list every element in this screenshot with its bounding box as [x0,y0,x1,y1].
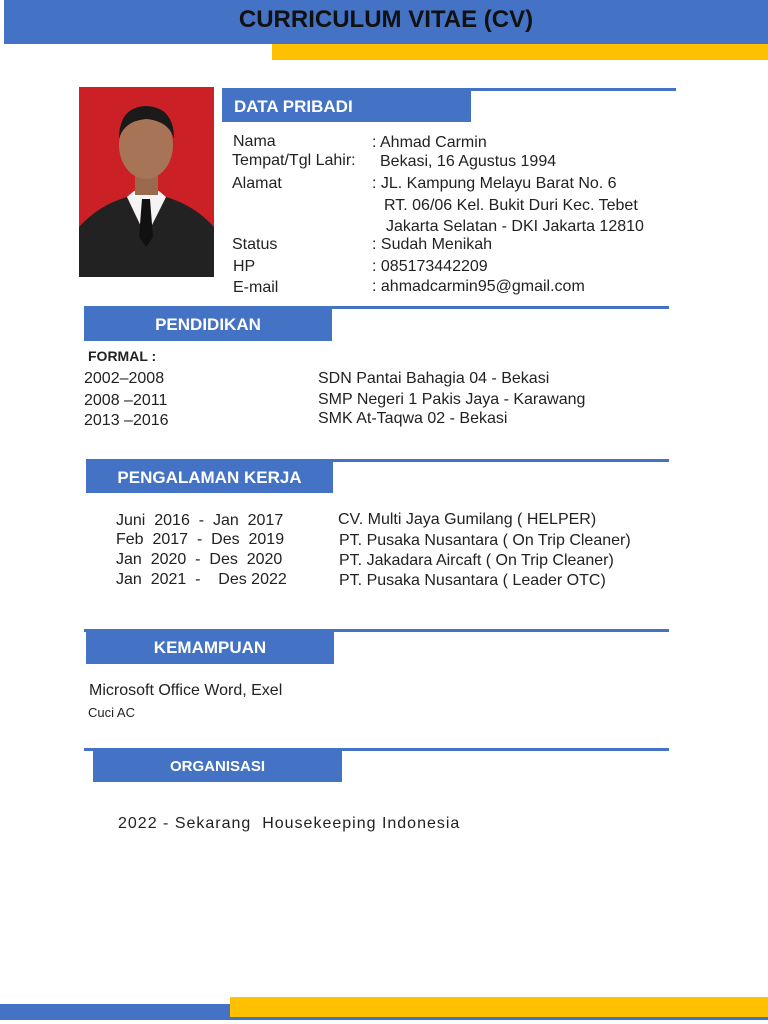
personal-value-status: : Sudah Menikah [372,236,493,253]
organization-entry: 2022 - Sekarang Housekeeping Indonesia [118,815,461,832]
personal-value-birth: Bekasi, 16 Agustus 1994 [380,153,557,170]
personal-label-email: E-mail [233,279,279,296]
experience-section-header: PENGALAMAN KERJA [86,462,333,493]
profile-photo [79,87,214,277]
personal-value-address-line2: RT. 06/06 Kel. Bukit Duri Kec. Tebet [384,197,638,214]
personal-label-name: Nama [233,133,276,150]
personal-label-status: Status [232,236,278,253]
personal-section-header: DATA PRIBADI [222,91,471,122]
experience-period-2: Feb 2017 - Des 2019 [116,531,285,548]
education-years-3: 2013 –2016 [84,412,169,429]
education-school-1: SDN Pantai Bahagia 04 - Bekasi [318,370,550,387]
footer-accent-stripe [230,997,768,1017]
header-accent-stripe [272,44,768,60]
experience-company-1: CV. Multi Jaya Gumilang ( HELPER) [338,511,597,528]
education-school-3: SMK At-Taqwa 02 - Bekasi [318,410,508,427]
personal-value-phone: : 085173442209 [372,258,488,275]
personal-value-address-line1: : JL. Kampung Melayu Barat No. 6 [372,175,617,192]
experience-company-4: PT. Pusaka Nusantara ( Leader OTC) [339,572,606,589]
personal-value-address-line3: Jakarta Selatan - DKI Jakarta 12810 [386,218,644,235]
experience-period-1: Juni 2016 - Jan 2017 [116,512,284,529]
experience-period-3: Jan 2020 - Des 2020 [116,551,283,568]
education-formal-label: FORMAL : [88,348,157,364]
organization-section-header: ORGANISASI [93,751,342,782]
experience-company-2: PT. Pusaka Nusantara ( On Trip Cleaner) [339,532,631,549]
personal-value-email: : ahmadcarmin95@gmail.com [372,278,585,295]
experience-company-3: PT. Jakadara Aircaft ( On Trip Cleaner) [339,552,614,569]
document-title: CURRICULUM VITAE (CV) [238,6,534,33]
education-years-1: 2002–2008 [84,370,165,387]
skills-item-2: Cuci AC [88,705,135,720]
education-school-2: SMP Negeri 1 Pakis Jaya - Karawang [318,391,586,408]
education-years-2: 2008 –2011 [84,392,168,409]
education-section-header: PENDIDIKAN [84,309,332,341]
personal-label-phone: HP [233,258,256,275]
experience-period-4: Jan 2021 - Des 2022 [116,571,287,588]
personal-label-address: Alamat [232,175,282,192]
skills-section-header: KEMAMPUAN [86,632,334,664]
skills-item-1: Microsoft Office Word, Exel [89,682,283,699]
personal-label-birth: Tempat/Tgl Lahir: [232,152,356,169]
personal-value-name: : Ahmad Carmin [372,134,487,151]
